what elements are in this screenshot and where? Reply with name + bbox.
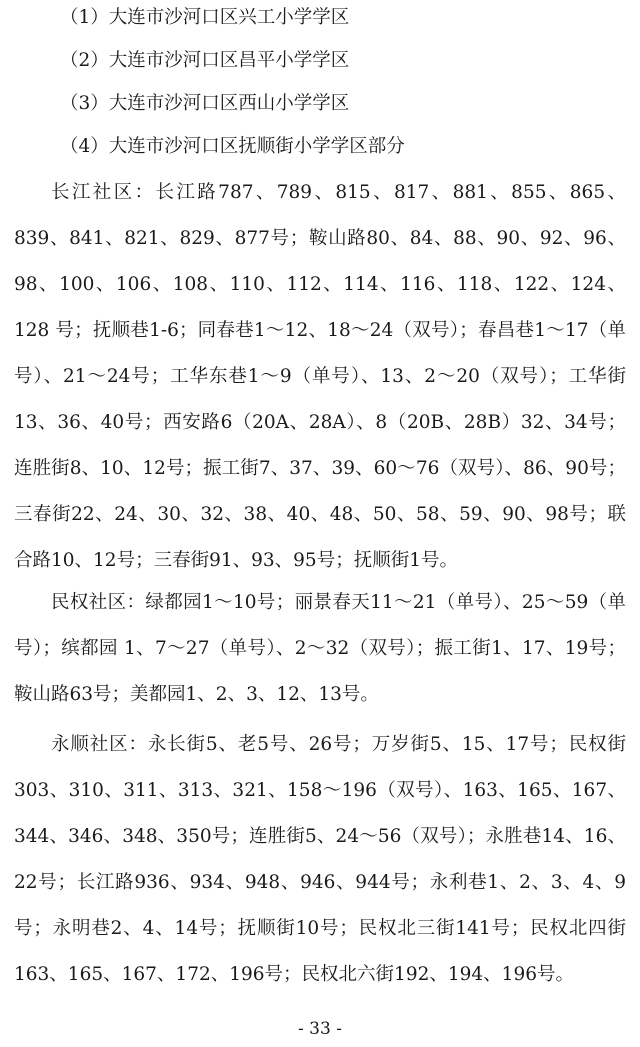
school-district-item: （1）大连市沙河口区兴工小学学区 bbox=[60, 7, 350, 28]
school-district-item: （4）大连市沙河口区抚顺街小学学区部分 bbox=[60, 136, 405, 157]
community-paragraph-changjiang: 长江社区：长江路787、789、815、817、881、855、865、839、841、821、829、877号；鞍山路80、84、88、90、92、96、98、100、106、108、110、112、114、116、118、122、124、128 号；抚顺巷1-6；同春巷1～12、18～24（双号）；春昌巷1～17（单号）、21～24号；工华东巷1～9（单号）、13、2～20（双号）；工华街13、36、40号；西安路6（20A、28A）、8（20B、28B）32、34号；连胜街8、10、12号；振工街7、37、39、60～76（双号）、86、90号；三春街22、24、30、32、38、40、48、50、58、59、90、98号；联合路10、12号；三春街91、93、95号；抚顺街1号。 bbox=[14, 182, 626, 571]
school-district-item: （3）大连市沙河口区西山小学学区 bbox=[60, 93, 350, 114]
school-district-item: （2）大连市沙河口区昌平小学学区 bbox=[60, 50, 350, 71]
community-paragraph-minquan: 民权社区：绿都园1～10号；丽景春天11～21（单号）、25～59（单号）；缤都园 1、7～27（单号）、2～32（双号）；振工街1、17、19号；鞍山路63号；美都园1、2、3、12、13号。 bbox=[14, 592, 626, 705]
community-paragraph-yongshun: 永顺社区：永长街5、老5号、26号；万岁街5、15、17号；民权街303、310、311、313、321、158～196（双号）、163、165、167、344、346、348、350号；连胜街5、24～56（双号）；永胜巷14、16、22号；长江路936、934、948、946、944号；永利巷1、2、3、4、9号；永明巷2、4、14号；抚顺街10号；民权北三街141号；民权北四街163、165、167、172、196号；民权北六街192、194、196号。 bbox=[14, 734, 626, 985]
page-number: - 33 - bbox=[298, 1019, 342, 1039]
